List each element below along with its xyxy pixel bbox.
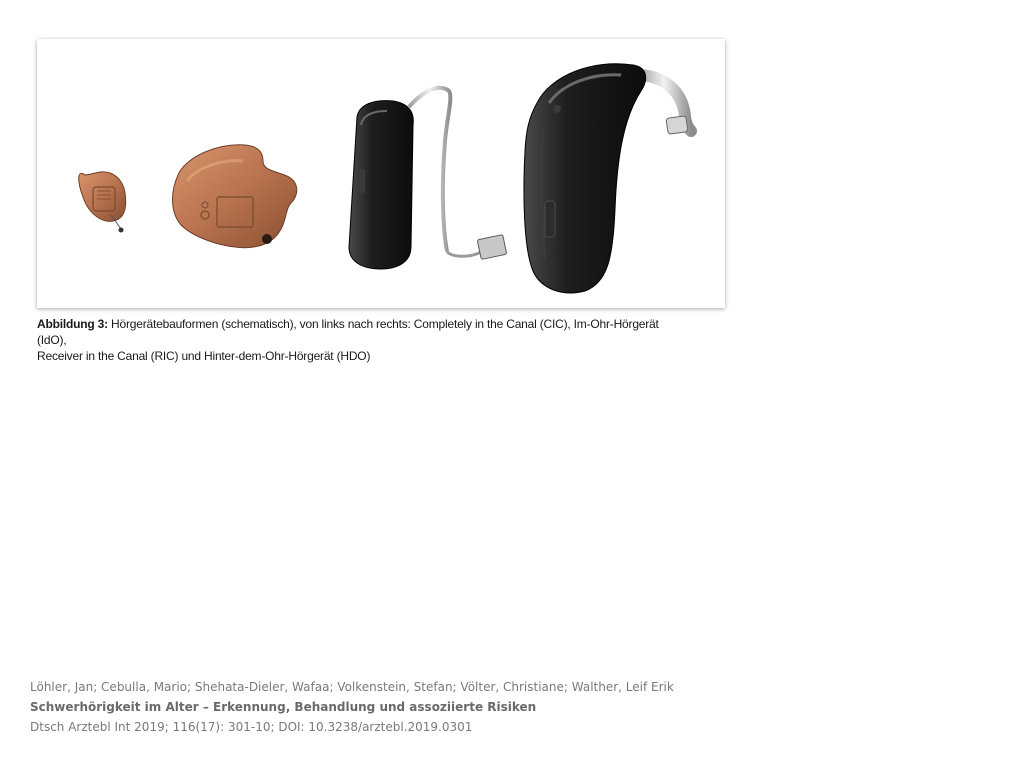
caption-label: Abbildung 3: xyxy=(37,317,108,331)
hdo-hearing-aid-icon xyxy=(524,64,691,293)
ido-hearing-aid-icon xyxy=(173,145,297,248)
citation-reference: Dtsch Arztebl Int 2019; 116(17): 301-10; DOI: 10.3238/arztebl.2019.0301 xyxy=(30,720,473,734)
ric-hearing-aid-icon xyxy=(349,88,507,269)
figure-caption xyxy=(37,316,677,364)
citation-block xyxy=(30,677,730,737)
figure-image xyxy=(37,39,725,308)
cic-hearing-aid-icon xyxy=(79,172,126,233)
caption-text-line1: Hörgerätebauformen (schematisch), von links nach rechts: Completely in the Canal (CIC), Im-Ohr-Hörgerät (IdO), xyxy=(37,317,659,347)
caption-text-line2: Receiver in the Canal (RIC) und Hinter-dem-Ohr-Hörgerät (HDO) xyxy=(37,349,371,363)
citation-title: Schwerhörigkeit im Alter – Erkennung, Behandlung und assoziierte Risiken xyxy=(30,700,537,714)
citation-authors: Löhler, Jan; Cebulla, Mario; Shehata-Dieler, Wafaa; Volkenstein, Stefan; Völter, Christiane; Walther, Leif Erik xyxy=(30,680,674,694)
